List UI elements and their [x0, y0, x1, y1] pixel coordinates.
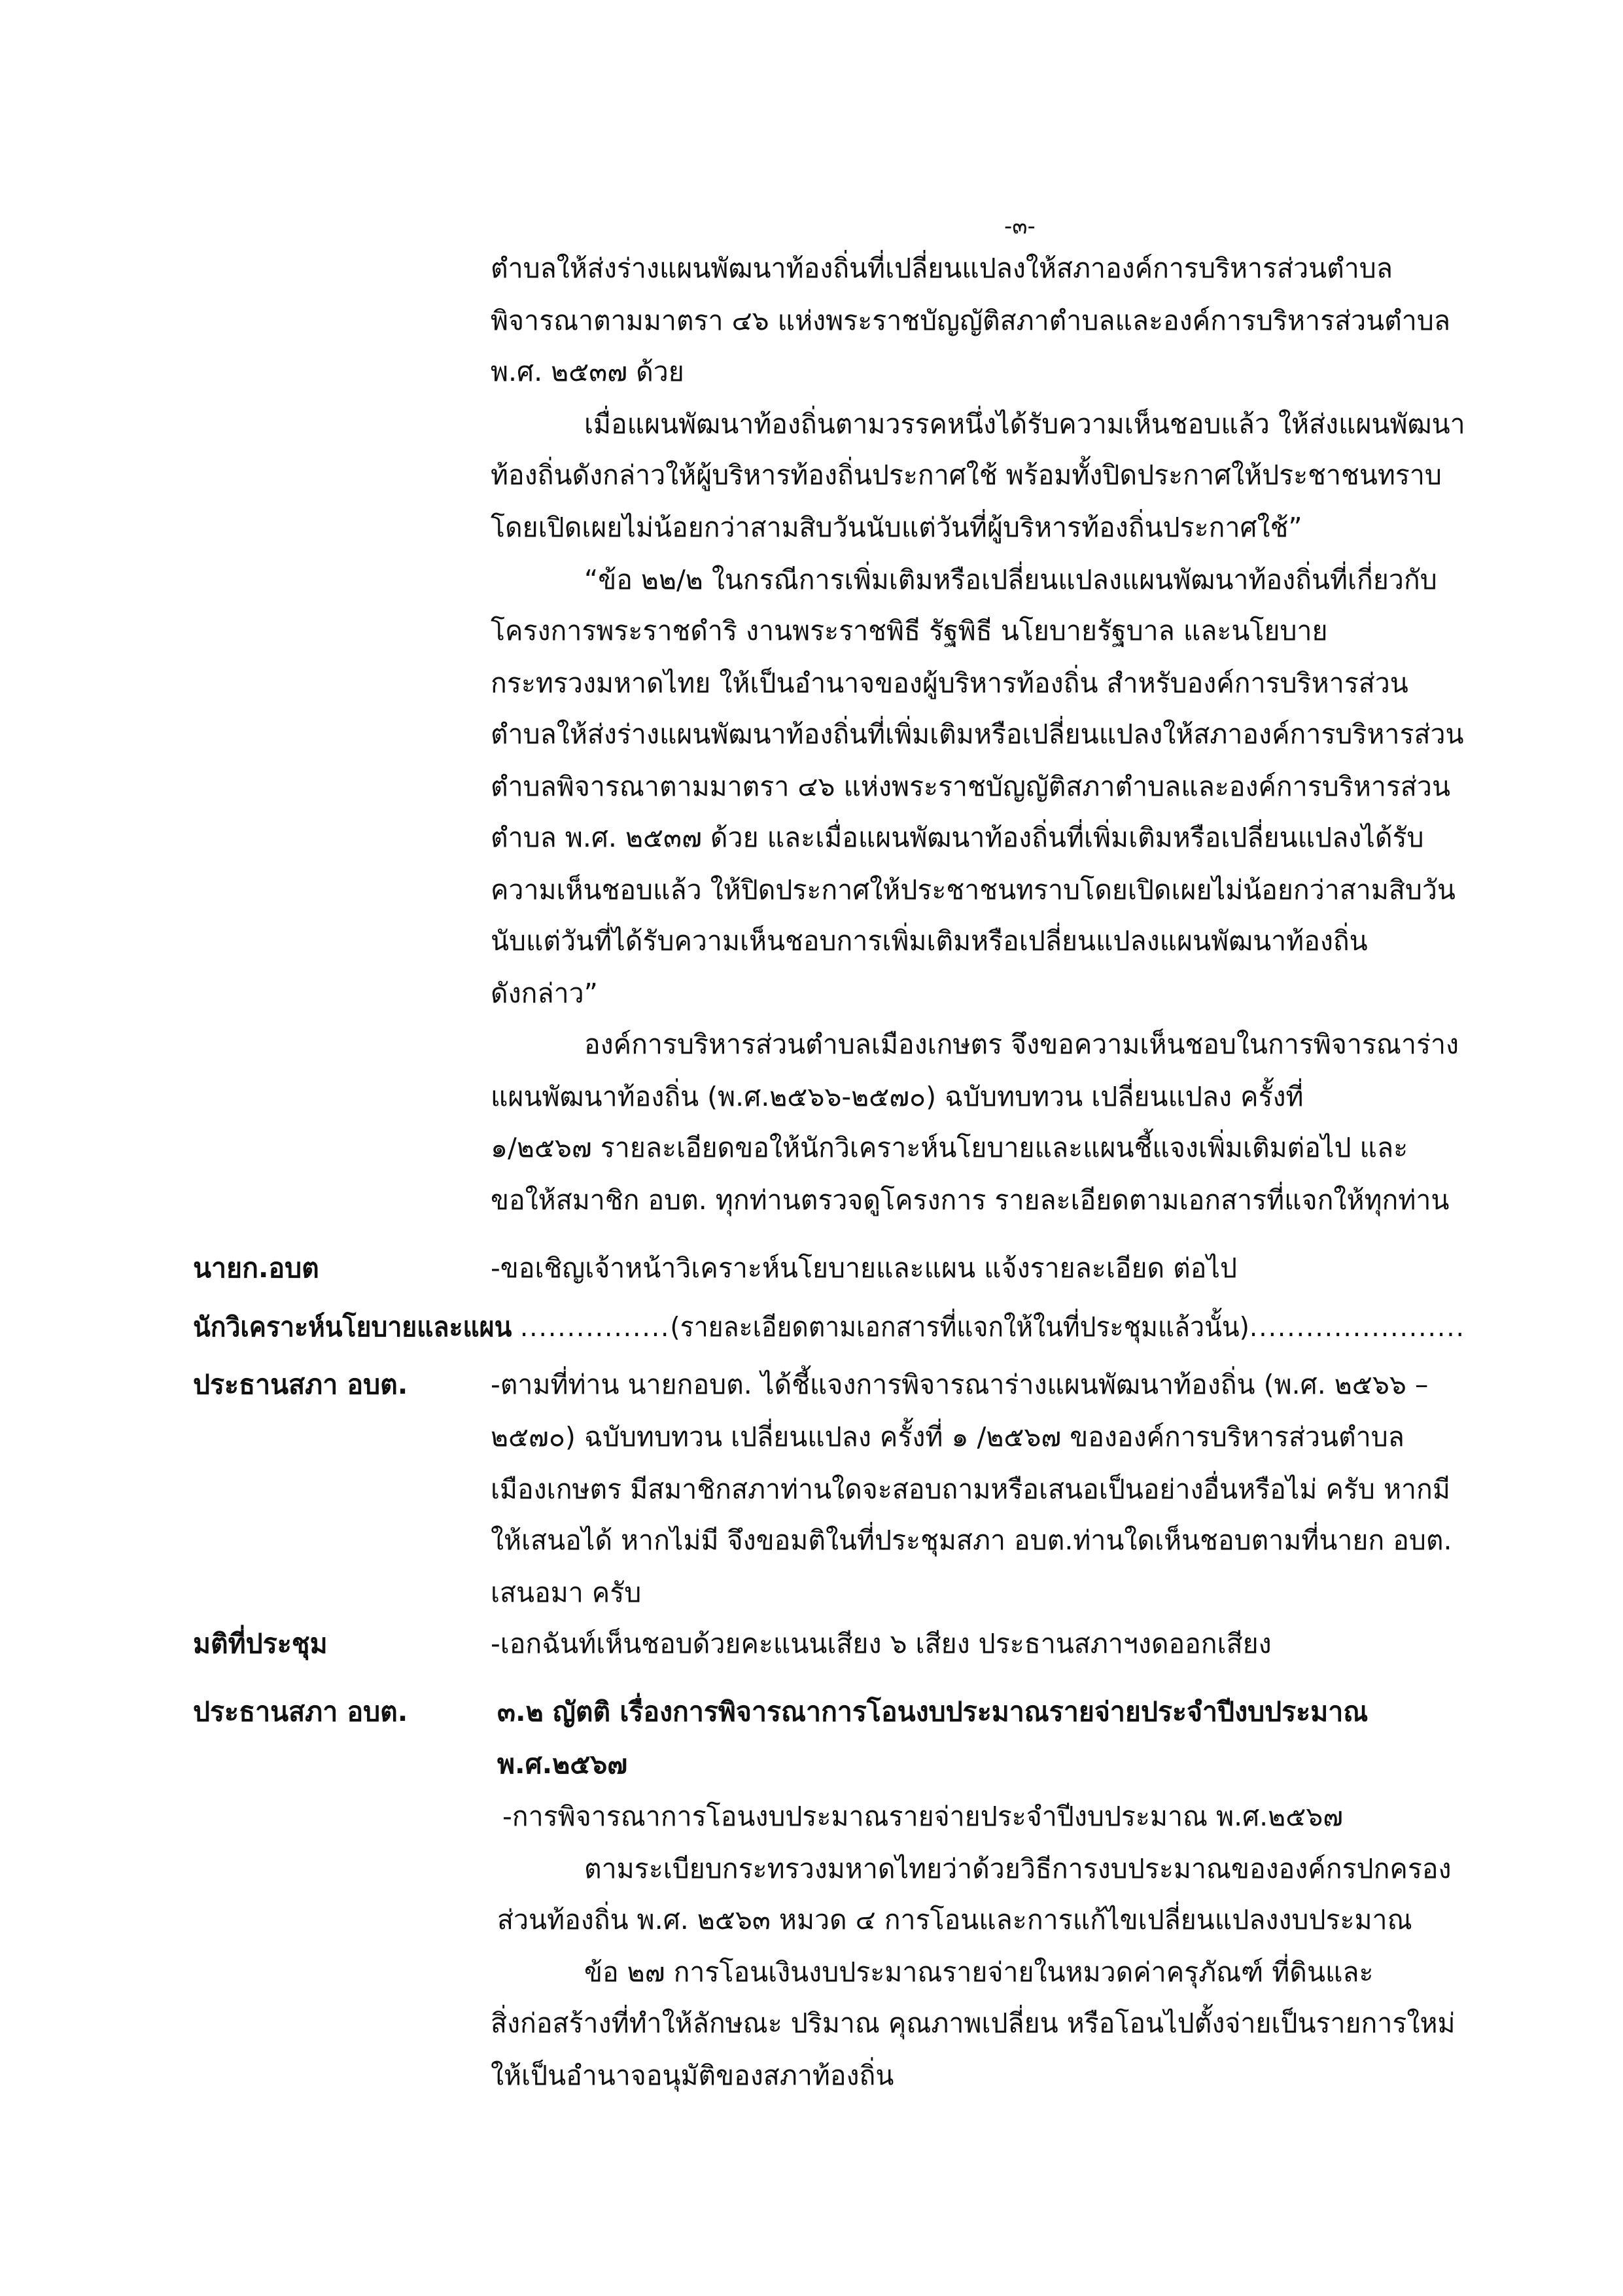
speaker-text: ให้เป็นอำนาจอนุมัติของสภาท้องถิ่น	[491, 2060, 894, 2091]
speaker-text: -ขอเชิญเจ้าหน้าวิเคราะห์นโยบายและแผน แจ้งรายละเอียด ต่อไป	[491, 1252, 1238, 1284]
speaker-label: นายก.อบต	[193, 1252, 319, 1284]
speaker-text: สิ่งก่อสร้างที่ทำให้ลักษณะ ปริมาณ คุณภาพเปลี่ยน หรือโอนไปตั้งจ่ายเป็นรายการใหม่	[491, 2007, 1456, 2039]
body-line: ตำบลให้ส่งร่างแผนพัฒนาท้องถิ่นที่เปลี่ยนแปลงให้สภาองค์การบริหารส่วนตำบล	[491, 253, 1393, 284]
body-line: กระทรวงมหาดไทย ให้เป็นอำนาจของผู้บริหารท้องถิ่น สำหรับองค์การบริหารส่วน	[491, 667, 1408, 699]
body-line: เมื่อแผนพัฒนาท้องถิ่นตามวรรคหนึ่งได้รับความเห็นชอบแล้ว ให้ส่งแผนพัฒนา	[584, 408, 1465, 440]
body-line: ความเห็นชอบแล้ว ให้ปิดประกาศให้ประชาชนทราบโดยเปิดเผยไม่น้อยกว่าสามสิบวัน	[491, 874, 1456, 906]
body-line: ดังกล่าว”	[491, 978, 598, 1009]
agenda-heading: ๓.๒ ญัตติ เรื่องการพิจารณาการโอนงบประมาณรายจ่ายประจำปีงบประมาณ	[497, 1696, 1369, 1727]
page-number: -๓-	[1004, 213, 1036, 239]
speaker-text: ๒๕๗๐) ฉบับทบทวน เปลี่ยนแปลง ครั้งที่ ๑ /๒๕๖๗ ขององค์การบริหารส่วนตำบล	[491, 1421, 1405, 1453]
body-line: โดยเปิดเผยไม่น้อยกว่าสามสิบวันนับแต่วันที่ผู้บริหารท้องถิ่นประกาศใช้”	[491, 512, 1302, 543]
leader-dots: ................	[519, 1311, 671, 1343]
speaker-text: -ตามที่ท่าน นายกอบต. ได้ชี้แจงการพิจารณาร่างแผนพัฒนาท้องถิ่น (พ.ศ. ๒๕๖๖ –	[491, 1369, 1429, 1400]
agenda-heading: พ.ศ.๒๕๖๗	[497, 1748, 628, 1780]
resolution-label: มติที่ประชุม	[193, 1628, 328, 1659]
body-line: ตำบลพิจารณาตามมาตรา ๔๖ แห่งพระราชบัญญัติสภาตำบลและองค์การบริหารส่วน	[491, 771, 1450, 802]
body-line: องค์การบริหารส่วนตำบลเมืองเกษตร จึงขอความเห็นชอบในการพิจารณาร่าง	[584, 1029, 1459, 1060]
speaker-label: ประธานสภา อบต.	[193, 1369, 408, 1400]
body-line: พ.ศ. ๒๕๓๗ ด้วย	[491, 356, 684, 387]
speaker-row	[193, 1311, 1465, 1343]
speaker-label: ประธานสภา อบต.	[193, 1696, 408, 1727]
body-line: พิจารณาตามมาตรา ๔๖ แห่งพระราชบัญญัติสภาตำบลและองค์การบริหารส่วนตำบล	[491, 305, 1450, 336]
speaker-text: เมืองเกษตร มีสมาชิกสภาท่านใดจะสอบถามหรือเสนอเป็นอย่างอื่นหรือไม่ ครับ หากมี	[491, 1474, 1450, 1505]
speaker-label: นักวิเคราะห์นโยบายและแผน	[193, 1311, 512, 1343]
body-line: ท้องถิ่นดังกล่าวให้ผู้บริหารท้องถิ่นประกาศใช้ พร้อมทั้งปิดประกาศให้ประชาชนทราบ	[491, 459, 1442, 491]
speaker-text: (รายละเอียดตามเอกสารที่แจกให้ในที่ประชุมแล้วนั้น)	[670, 1311, 1249, 1343]
resolution-text: -เอกฉันท์เห็นชอบด้วยคะแนนเสียง ๖ เสียง ประธานสภาฯงดออกเสียง	[491, 1628, 1272, 1659]
speaker-text: ข้อ ๒๗ การโอนเงินงบประมาณรายจ่ายในหมวดค่าครุภัณฑ์ ที่ดินและ	[584, 1956, 1374, 1988]
speaker-text: เสนอมา ครับ	[491, 1577, 642, 1608]
body-line: ขอให้สมาชิก อบต. ทุกท่านตรวจดูโครงการ รายละเอียดตามเอกสารที่แจกให้ทุกท่าน	[491, 1184, 1450, 1216]
body-line: โครงการพระราชดำริ งานพระราชพิธี รัฐพิธี นโยบายรัฐบาล และนโยบาย	[491, 615, 1328, 646]
body-line: นับแต่วันที่ได้รับความเห็นชอบการเพิ่มเติมหรือเปลี่ยนแปลงแผนพัฒนาท้องถิ่น	[491, 925, 1368, 957]
body-line: แผนพัฒนาท้องถิ่น (พ.ศ.๒๕๖๖-๒๕๗๐) ฉบับทบทวน เปลี่ยนแปลง ครั้งที่	[491, 1081, 1304, 1112]
leader-dots: .......................	[1249, 1311, 1465, 1343]
speaker-text: ให้เสนอได้ หากไม่มี จึงขอมติในที่ประชุมสภา อบต.ท่านใดเห็นชอบตามที่นายก อบต.	[491, 1525, 1452, 1556]
body-line: ตำบลให้ส่งร่างแผนพัฒนาท้องถิ่นที่เพิ่มเติมหรือเปลี่ยนแปลงให้สภาองค์การบริหารส่วน	[491, 718, 1464, 750]
speaker-text: -การพิจารณาการโอนงบประมาณรายจ่ายประจำปีงบประมาณ พ.ศ.๒๕๖๗	[502, 1801, 1344, 1832]
body-line: ๑/๒๕๖๗ รายละเอียดขอให้นักวิเคราะห์นโยบายและแผนชี้แจงเพิ่มเติมต่อไป และ	[491, 1132, 1408, 1163]
body-line: ตำบล พ.ศ. ๒๕๓๗ ด้วย และเมื่อแผนพัฒนาท้องถิ่นที่เพิ่มเติมหรือเปลี่ยนแปลงได้รับ	[491, 822, 1424, 853]
speaker-text: ส่วนท้องถิ่น พ.ศ. ๒๕๖๓ หมวด ๔ การโอนและการแก้ไขเปลี่ยนแปลงงบประมาณ	[497, 1904, 1412, 1935]
body-line: “ข้อ ๒๒/๒ ในกรณีการเพิ่มเติมหรือเปลี่ยนแปลงแผนพัฒนาท้องถิ่นที่เกี่ยวกับ	[584, 564, 1437, 595]
speaker-text: ตามระเบียบกระทรวงมหาดไทยว่าด้วยวิธีการงบประมาณขององค์กรปกครอง	[584, 1853, 1452, 1884]
